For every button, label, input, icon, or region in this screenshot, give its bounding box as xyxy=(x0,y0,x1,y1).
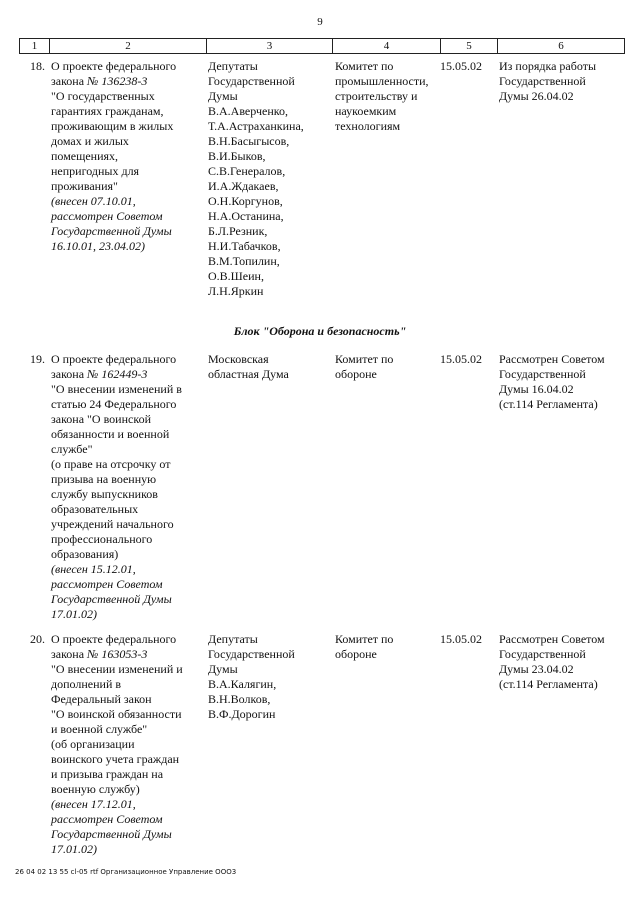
column-number-1: 1 xyxy=(20,39,50,54)
bill-note-line: воинского учета граждан xyxy=(51,752,180,766)
status-line: (ст.114 Регламента) xyxy=(499,677,598,691)
committee-line: строительству и xyxy=(335,89,418,103)
author-line: Государственной xyxy=(208,74,295,88)
committee-line: Комитет по xyxy=(335,352,394,366)
committee-line: Комитет по xyxy=(335,632,394,646)
author-line: Государственной xyxy=(208,647,295,661)
committee-line: технологиям xyxy=(335,119,401,133)
submitted-line: Государственной Думы xyxy=(51,592,172,606)
bill-description xyxy=(51,632,199,857)
bill-law-line xyxy=(51,74,199,89)
author-line: В.А.Аверченко, xyxy=(208,104,288,118)
author-line: Н.И.Табачков, xyxy=(208,239,281,253)
responsible-committee xyxy=(335,352,435,382)
author-line: С.В.Генералов, xyxy=(208,164,286,178)
status-line: (ст.114 Регламента) xyxy=(499,397,598,411)
author-line: Депутаты xyxy=(208,59,258,73)
author-line: Депутаты xyxy=(208,632,258,646)
status-cell xyxy=(499,352,625,412)
submitted-line: рассмотрен Советом xyxy=(51,812,163,826)
law-number: № 163053-3 xyxy=(87,647,148,661)
submitted-line: (внесен 15.12.01, xyxy=(51,562,136,576)
bill-note-line: (об организации xyxy=(51,737,135,751)
author-line: Н.А.Останина, xyxy=(208,209,284,223)
date-cell: 15.05.02 xyxy=(440,59,482,73)
bill-name-line: проживающим в жилых xyxy=(51,119,174,133)
law-prefix: закона xyxy=(51,367,88,381)
bill-title-line: О проекте федерального xyxy=(51,352,177,366)
row-number: 18. xyxy=(30,59,45,73)
submitted-line: рассмотрен Советом xyxy=(51,209,163,223)
author-line: Т.А.Астраханкина, xyxy=(208,119,304,133)
bill-law-line xyxy=(51,647,199,662)
author-line: О.В.Шеин, xyxy=(208,269,264,283)
author-line: В.Н.Басыгысов, xyxy=(208,134,290,148)
bill-name-line: "О государственных xyxy=(51,89,155,103)
bill-authors xyxy=(208,632,328,722)
bill-name-line: "О внесении изменений и xyxy=(51,662,183,676)
law-prefix: закона xyxy=(51,74,88,88)
law-number: № 136238-3 xyxy=(87,74,148,88)
author-line: В.М.Топилин, xyxy=(208,254,280,268)
submitted-line: 17.01.02) xyxy=(51,842,97,856)
author-line: Думы xyxy=(208,89,238,103)
column-number-3: 3 xyxy=(207,39,333,54)
submitted-line: (внесен 17.12.01, xyxy=(51,797,136,811)
bill-note-line: и призыва граждан на xyxy=(51,767,164,781)
author-line: В.А.Калягин, xyxy=(208,677,277,691)
bill-name-line: обязанности и военной xyxy=(51,427,170,441)
author-line: И.А.Ждакаев, xyxy=(208,179,279,193)
submitted-line: 17.01.02) xyxy=(51,607,97,621)
law-prefix: закона xyxy=(51,647,88,661)
bill-name-line: закона "О воинской xyxy=(51,412,151,426)
author-line: Б.Л.Резник, xyxy=(208,224,268,238)
footer-text: 26 04 02 13 55 cl-05 rtf Организационное Управление ООО3 xyxy=(15,868,237,876)
bill-name-line: статью 24 Федерального xyxy=(51,397,177,411)
bill-name-line: гарантиях гражданам, xyxy=(51,104,164,118)
date-cell: 15.05.02 xyxy=(440,352,482,366)
bill-name-line: "О внесении изменений в xyxy=(51,382,182,396)
bill-name-line: дополнений в xyxy=(51,677,122,691)
row-number: 19. xyxy=(30,352,45,366)
bill-title-line: О проекте федерального xyxy=(51,632,177,646)
bill-title-line: О проекте федерального xyxy=(51,59,177,73)
committee-line: обороне xyxy=(335,367,377,381)
committee-line: обороне xyxy=(335,647,377,661)
row-number: 20. xyxy=(30,632,45,646)
author-line: Л.Н.Яркин xyxy=(208,284,264,298)
bill-name-line: и военной службе" xyxy=(51,722,148,736)
bill-description xyxy=(51,352,199,622)
block-title: Блок "Оборона и безопасность" xyxy=(233,324,407,338)
bill-note-line: военную службу) xyxy=(51,782,140,796)
bill-authors xyxy=(208,352,328,382)
bill-note-line: службу выпускников xyxy=(51,487,158,501)
status-line: Рассмотрен Советом xyxy=(499,632,605,646)
author-line: В.Ф.Дорогин xyxy=(208,707,276,721)
author-line: областная Дума xyxy=(208,367,289,381)
bill-name-line: проживания" xyxy=(51,179,118,193)
status-line: Государственной xyxy=(499,647,586,661)
bill-name-line: Федеральный закон xyxy=(51,692,152,706)
law-number: № 162449-3 xyxy=(87,367,148,381)
submitted-line: рассмотрен Советом xyxy=(51,577,163,591)
bill-note-line: (о праве на отсрочку от xyxy=(51,457,171,471)
committee-line: наукоемким xyxy=(335,104,397,118)
column-number-6: 6 xyxy=(498,39,625,54)
bill-note-line: профессионального xyxy=(51,532,153,546)
bill-law-line xyxy=(51,367,199,382)
author-line: В.И.Быков, xyxy=(208,149,266,163)
column-number-2: 2 xyxy=(50,39,207,54)
submitted-line: Государственной Думы xyxy=(51,224,172,238)
column-number-4: 4 xyxy=(333,39,441,54)
bill-note-line: призыва на военную xyxy=(51,472,157,486)
bill-name-line: непригодных для xyxy=(51,164,140,178)
bill-note-line: образования) xyxy=(51,547,119,561)
bill-note-line: образовательных xyxy=(51,502,139,516)
committee-line: Комитет по xyxy=(335,59,394,73)
bill-name-line: "О воинской обязанности xyxy=(51,707,182,721)
submitted-line: 16.10.01, 23.04.02) xyxy=(51,239,145,253)
status-line: Думы 23.04.02 xyxy=(499,662,574,676)
submitted-line: Государственной Думы xyxy=(51,827,172,841)
bill-name-line: домах и жилых xyxy=(51,134,129,148)
column-number-5: 5 xyxy=(441,39,498,54)
bill-description xyxy=(51,59,199,254)
author-line: О.Н.Коргунов, xyxy=(208,194,283,208)
status-line: Из порядка работы xyxy=(499,59,597,73)
bill-name-line: службе" xyxy=(51,442,93,456)
status-line: Думы 16.04.02 xyxy=(499,382,574,396)
status-line: Рассмотрен Советом xyxy=(499,352,605,366)
status-line: Государственной xyxy=(499,74,586,88)
author-line: Московская xyxy=(208,352,269,366)
committee-line: промышленности, xyxy=(335,74,429,88)
responsible-committee xyxy=(335,59,435,134)
author-line: Думы xyxy=(208,662,238,676)
bill-note-line: учреждений начального xyxy=(51,517,174,531)
status-cell xyxy=(499,632,625,692)
status-line: Думы 26.04.02 xyxy=(499,89,574,103)
author-line: В.Н.Волков, xyxy=(208,692,271,706)
column-header-row xyxy=(19,38,625,54)
bill-authors xyxy=(208,59,328,299)
responsible-committee xyxy=(335,632,435,662)
bill-name-line: помещениях, xyxy=(51,149,119,163)
status-line: Государственной xyxy=(499,367,586,381)
submitted-line: (внесен 07.10.01, xyxy=(51,194,136,208)
status-cell xyxy=(499,59,625,104)
date-cell: 15.05.02 xyxy=(440,632,482,646)
page-number: 9 xyxy=(317,16,323,28)
